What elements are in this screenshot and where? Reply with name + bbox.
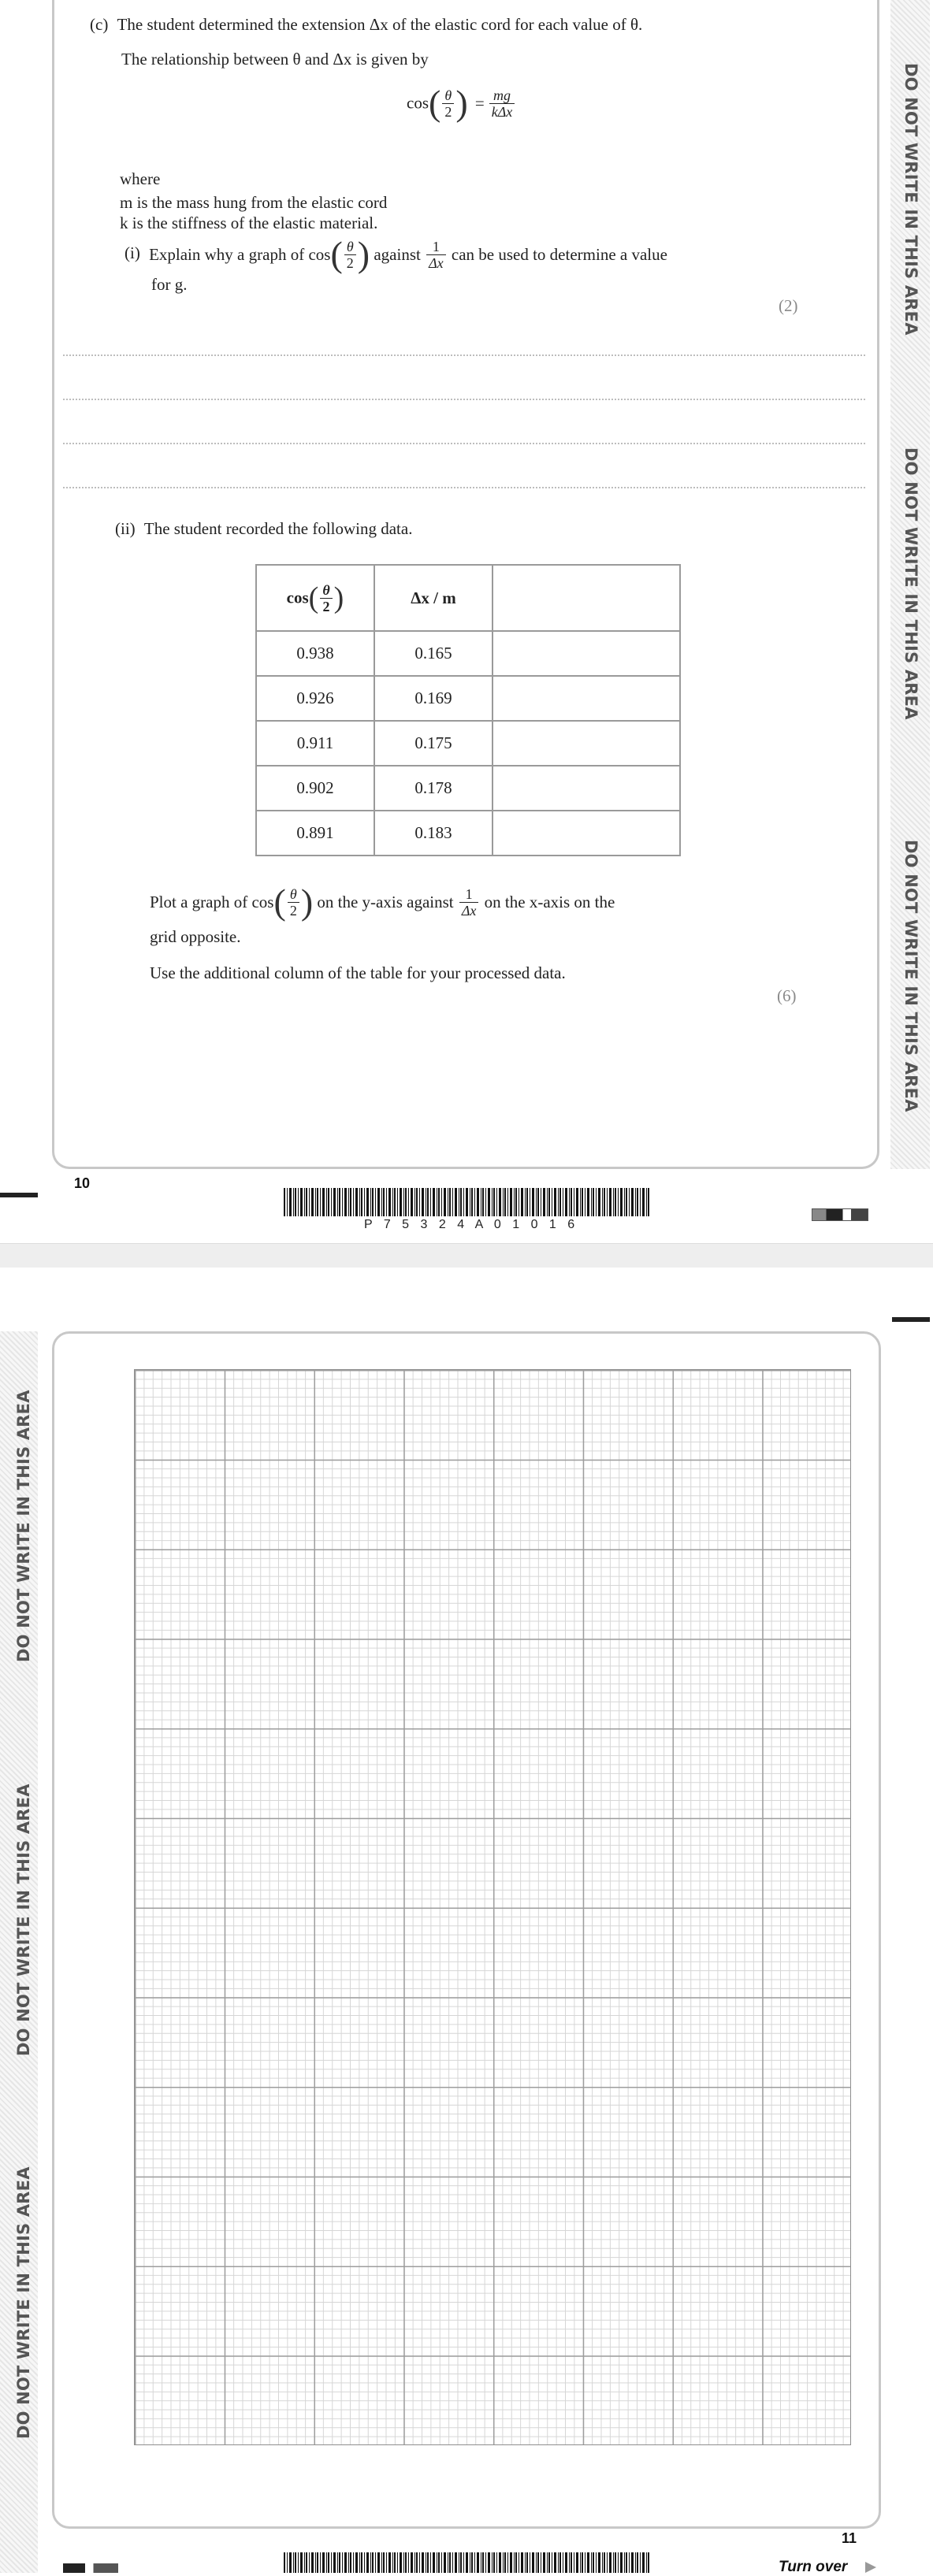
margin-warning: DO NOT WRITE IN THIS AREA — [14, 1390, 33, 1662]
processed-data-cell[interactable] — [493, 766, 680, 811]
question-intro: The student determined the extension Δx of the elastic cord for each value of θ. — [117, 15, 643, 34]
plot-frac-one: 1 — [459, 886, 479, 903]
barcode-code: P 7 5 3 2 4 A 0 1 0 1 6 — [364, 1218, 579, 1231]
relationship-text: The relationship between θ and Δx is given by — [121, 50, 429, 69]
part-i-label: (i) — [125, 243, 140, 262]
frac-one: 1 — [426, 239, 446, 255]
processed-data-cell[interactable] — [493, 721, 680, 766]
dx-value: 0.165 — [374, 631, 493, 676]
header-two: 2 — [322, 598, 330, 614]
answer-line[interactable] — [63, 354, 865, 356]
frac-two: 2 — [346, 254, 354, 271]
dx-value: 0.183 — [374, 811, 493, 856]
page-number: 11 — [842, 2530, 857, 2546]
part-ii-label: (ii) — [115, 519, 136, 538]
question-label: (c) — [90, 15, 109, 34]
dx-value: 0.175 — [374, 721, 493, 766]
page-number: 10 — [74, 1175, 91, 1191]
plot-instruction: Plot a graph of cos( $\frac{\theta}{2}$ ) on the y-axis against $\frac{1}{\Delta x}$ on the x-axis on the — [150, 882, 615, 922]
cos-value: 0.902 — [256, 766, 374, 811]
margin-warning: DO NOT WRITE IN THIS AREA — [14, 2166, 33, 2439]
eq-numerator: mg — [489, 87, 515, 104]
part-i-for-g: for g. — [151, 275, 188, 294]
eq-cos: cos — [407, 93, 429, 113]
marks-2: (2) — [779, 296, 798, 315]
marks-6: (6) — [777, 986, 797, 1005]
part-i-text: Explain why a graph of cos — [149, 245, 331, 264]
turn-over-text: Turn over — [779, 2559, 848, 2575]
table-row — [256, 811, 680, 856]
plot-text-a: Plot a graph of cos — [150, 893, 274, 911]
part-i-question: (i) Explain why a graph of cos( $\frac{\theta}{2}$ ) against $\frac{1}{\Delta x}$ can be used to determine a value — [125, 234, 667, 274]
cos-value: 0.926 — [256, 676, 374, 721]
page-separator — [0, 1243, 933, 1268]
table-row — [256, 721, 680, 766]
answer-line[interactable] — [63, 487, 865, 488]
margin-warning: DO NOT WRITE IN THIS AREA — [14, 1784, 33, 2056]
table-row — [256, 676, 680, 721]
margin-warning: DO NOT WRITE IN THIS AREA — [901, 63, 920, 336]
plot-text-d: grid opposite. — [150, 927, 241, 946]
definition-m: m is the mass hung from the elastic cord — [120, 193, 388, 212]
corner-mark — [892, 1317, 930, 1322]
dx-value: 0.169 — [374, 676, 493, 721]
data-table — [255, 564, 681, 856]
header-cos-text: cos — [286, 588, 309, 607]
processed-data-cell[interactable] — [493, 631, 680, 676]
definition-k: k is the stiffness of the elastic material. — [120, 213, 378, 232]
page-marker — [812, 1208, 868, 1221]
margin-warning: DO NOT WRITE IN THIS AREA — [901, 447, 920, 720]
table-row — [256, 766, 680, 811]
margin-warning: DO NOT WRITE IN THIS AREA — [901, 840, 920, 1112]
barcode — [284, 1188, 649, 1216]
graph-paper[interactable] — [134, 1369, 851, 2445]
header-theta: θ — [320, 582, 332, 599]
plot-text-b: on the y-axis against — [317, 893, 454, 911]
eq-two: 2 — [444, 103, 452, 120]
processed-data-header[interactable] — [493, 565, 680, 631]
frac-dx: Δx — [429, 254, 444, 271]
cos-value: 0.891 — [256, 811, 374, 856]
eq-theta: θ — [442, 87, 454, 104]
answer-line[interactable] — [63, 399, 865, 400]
equation: cos( $\frac{\theta}{2}$ ) = $\frac{mg}{\text{kΔx}}$ — [407, 85, 516, 121]
plot-two: 2 — [289, 902, 297, 919]
dx-value: 0.178 — [374, 766, 493, 811]
eq-equals: = — [474, 93, 485, 113]
use-column-text: Use the additional column of the table for your processed data. — [150, 963, 566, 982]
part-i-against: against — [374, 245, 421, 264]
plot-theta: θ — [288, 886, 299, 903]
frac-theta: θ — [344, 239, 356, 255]
page-marker — [63, 2563, 118, 2573]
header-cos: cos( $\frac{\theta}{2}$ ) — [256, 565, 374, 631]
plot-frac-dx: Δx — [461, 902, 477, 919]
corner-mark — [0, 1193, 38, 1197]
barcode — [284, 2552, 649, 2573]
part-i-text-c: can be used to determine a value — [451, 245, 667, 264]
part-ii-intro: The student recorded the following data. — [143, 519, 413, 538]
table-header-row — [256, 565, 680, 631]
header-dx: Δx / m — [374, 565, 493, 631]
processed-data-cell[interactable] — [493, 676, 680, 721]
plot-text-c: on the x-axis on the — [484, 893, 615, 911]
eq-denominator: kΔx — [491, 103, 513, 120]
processed-data-cell[interactable] — [493, 811, 680, 856]
answer-line[interactable] — [63, 443, 865, 444]
turn-over-arrow-icon — [865, 2562, 876, 2573]
where-text: where — [120, 169, 161, 188]
cos-value: 0.911 — [256, 721, 374, 766]
table-row — [256, 631, 680, 676]
cos-value: 0.938 — [256, 631, 374, 676]
